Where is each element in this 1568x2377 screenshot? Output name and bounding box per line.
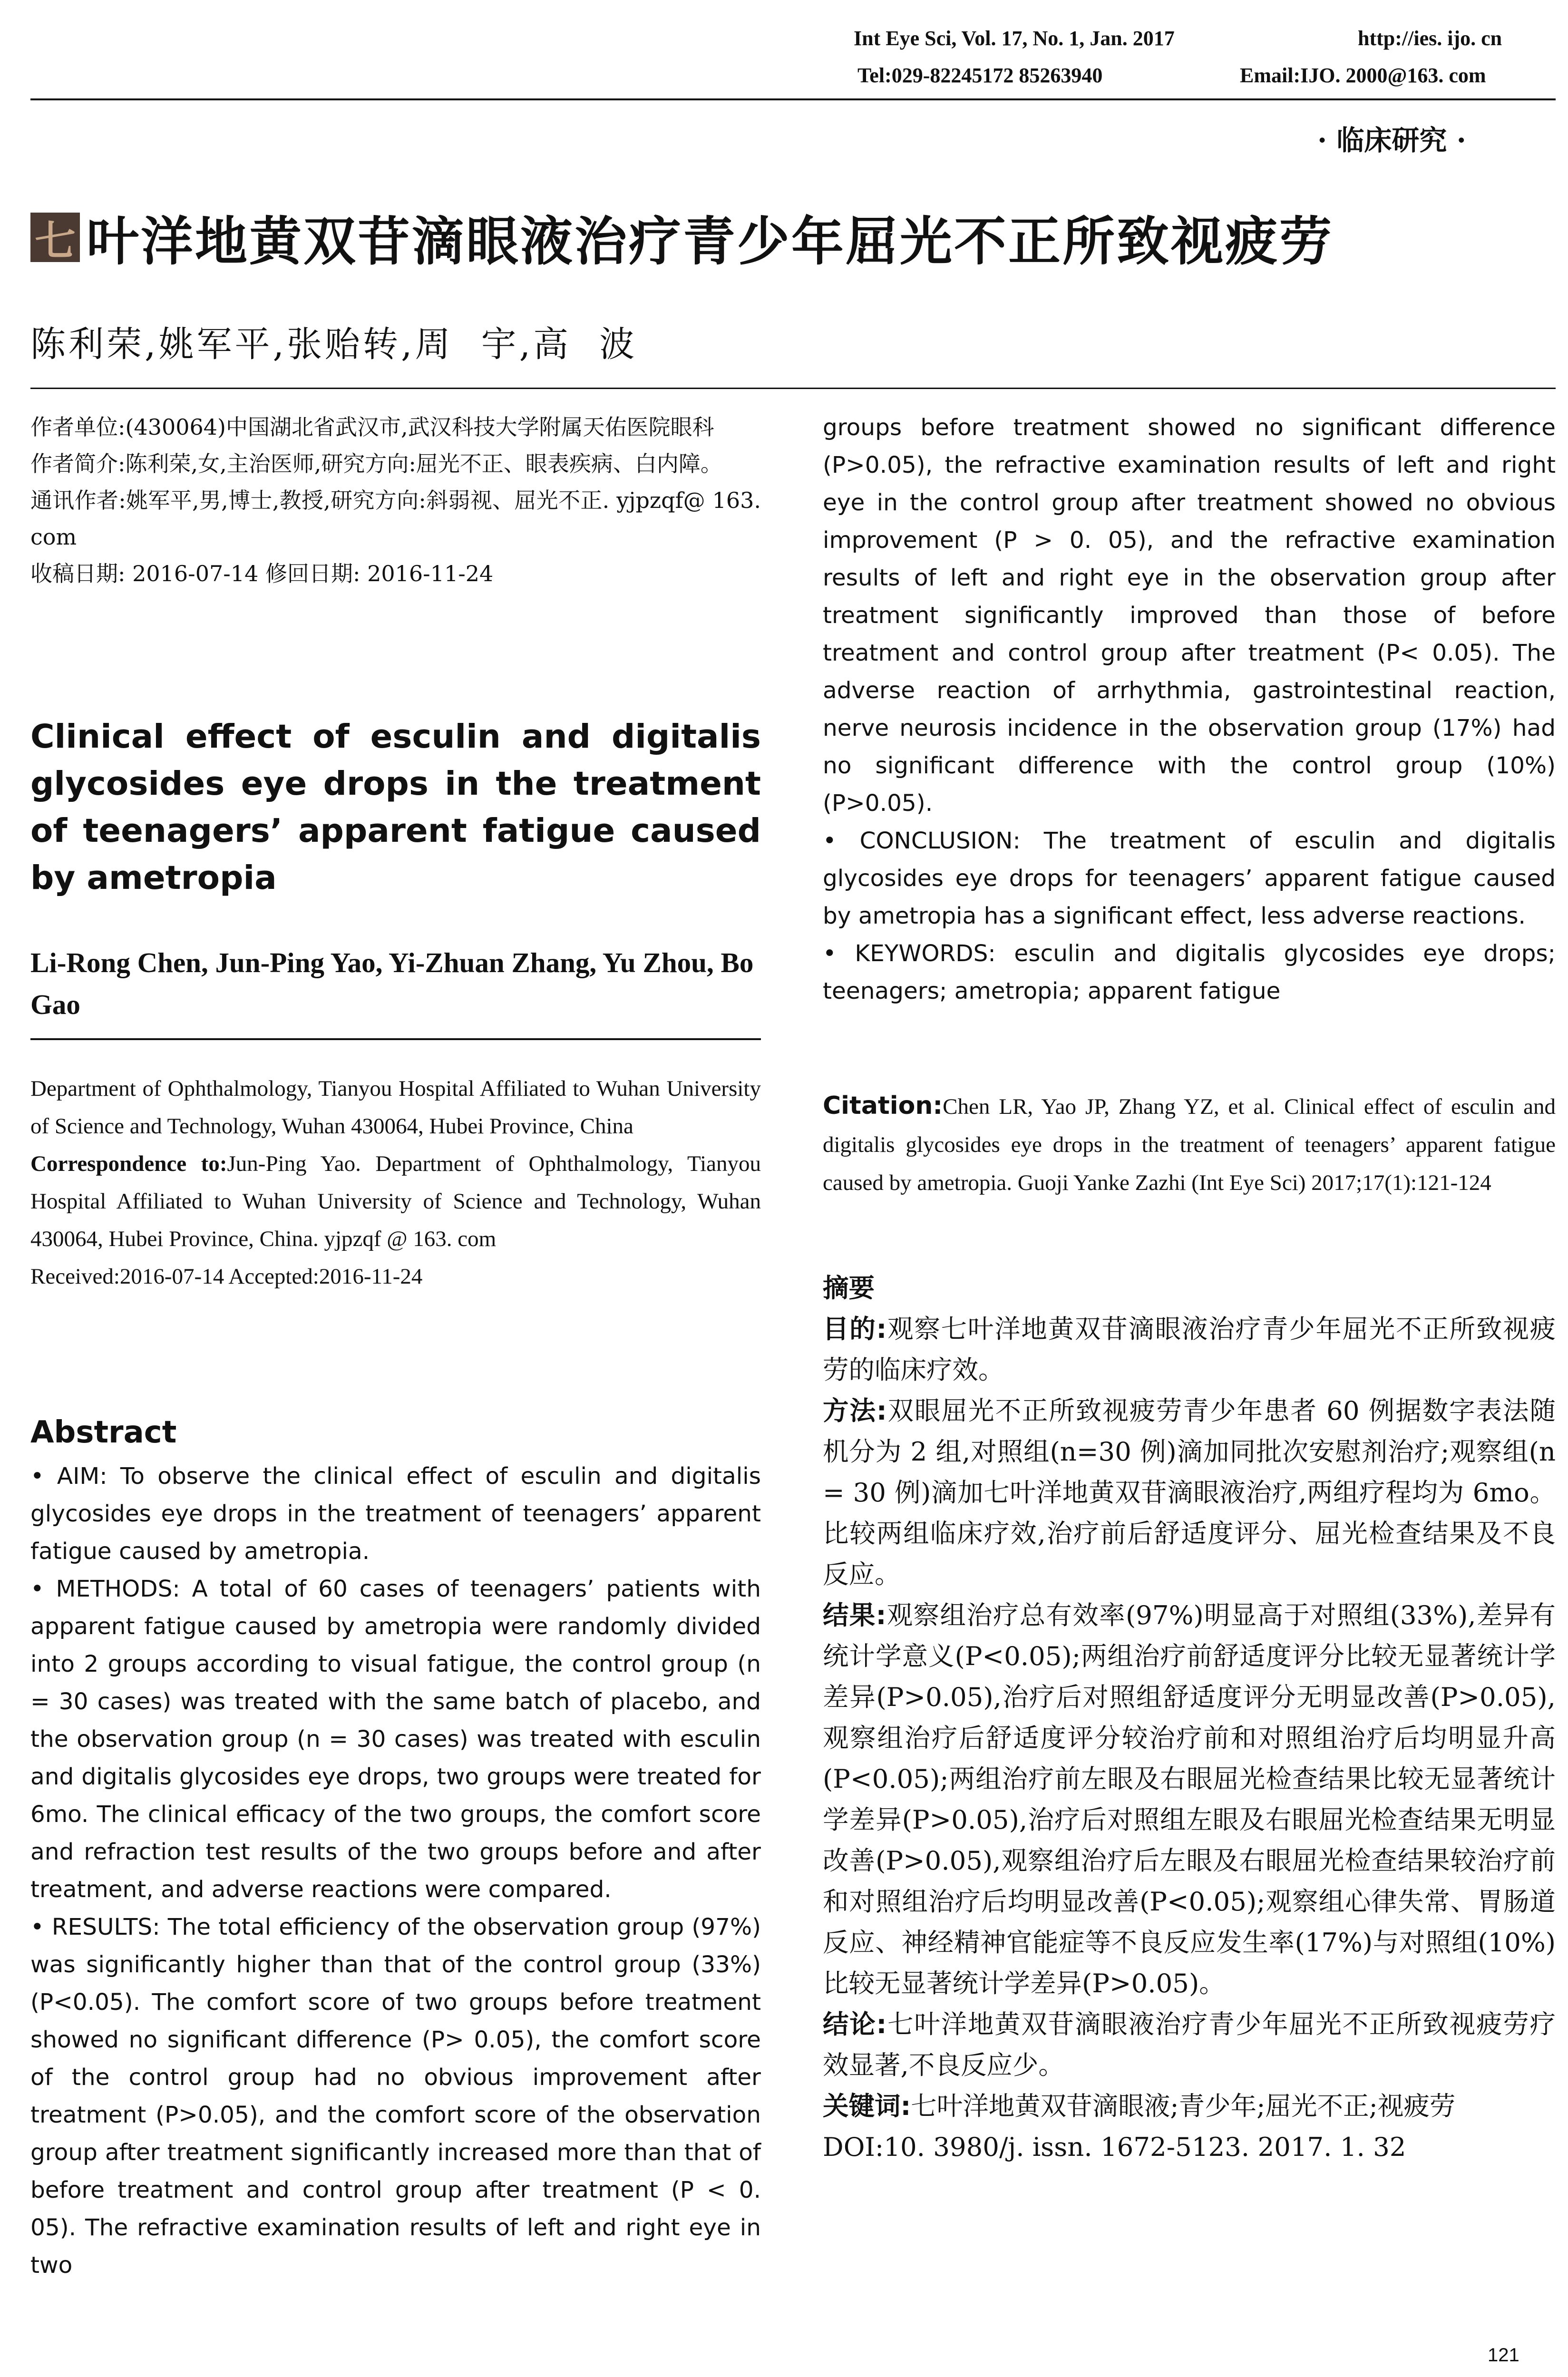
author-unit: 作者单位:(430064)中国湖北省武汉市,武汉科技大学附属天佑医院眼科	[30, 414, 714, 440]
abstract-conclusion: • CONCLUSION: The treatment of esculin and digitalis glycosides eye drops for teenagers’ apparent fatigue caused by ametropia has a significant effect, less adverse reactions.	[823, 828, 1556, 929]
citation-text: Chen LR, Yao JP, Zhang YZ, et al. Clinical effect of esculin and digitalis glycosides eye drops in the treatment of teenagers’ apparent fatigue caused by ametropia. Guoji Yanke Zazhi (Int Eye Sci) 2017;17(1):121-124	[823, 1094, 1556, 1195]
cn-results-text: 观察组治疗总有效率(97%)明显高于对照组(33%),差异有统计学意义(P<0.05);两组治疗前舒适度评分比较无显著统计学差异(P>0.05),治疗后对照组舒适度评分无明显改善(P>0.05),观察组治疗后舒适度评分较治疗前和对照组治疗后均明显升高(P<0.05);两组治疗前左眼及右眼屈光检查结果比较无显著统计学差异(P>0.05),治疗后对照组左眼及右眼屈光检查结果无明显改善(P>0.05),观察组治疗后左眼及右眼屈光检查结果较治疗前和对照组治疗后均明显改善(P<0.05);观察组心律失常、胃肠道反应、神经精神官能症等不良反应发生率(17%)与对照组(10%)比较无显著统计学差异(P>0.05)。	[823, 1600, 1556, 1998]
abstract-aim: • AIM: To observe the clinical effect of esculin and digitalis glycosides eye drops in the treatment of teenagers’ apparent fatigue caused by ametropia.	[30, 1463, 761, 1565]
cn-results	[823, 1595, 1556, 2004]
citation-label: Citation:	[823, 1091, 943, 1120]
journal-phone: Tel:029-82245172 85263940	[857, 64, 1103, 87]
correspondence-text: Jun-Ping Yao. Department of Ophthalmology, Tianyou Hospital Affiliated to Wuhan University of Science and Technology, Wuhan 430064, Hubei Province, China. yjpzqf @ 163. com	[30, 1151, 761, 1251]
citation-block	[823, 1087, 1556, 1202]
cn-methods-text: 双眼屈光不正所致视疲劳青少年患者 60 例据数字表法随机分为 2 组,对照组(n=30 例)滴加同批次安慰剂治疗;观察组(n = 30 例)滴加七叶洋地黄双苷滴眼液治疗,两组疗程均为 6mo。比较两组临床疗效,治疗前后舒适度评分、屈光检查结果及不良反应。	[823, 1395, 1556, 1589]
corresponding-author: 通讯作者:姚军平,男,博士,教授,研究方向:斜弱视、屈光不正. yjpzqf@ 163. com	[30, 487, 761, 550]
abstract-results-cont: groups before treatment showed no significant difference (P>0.05), the refractive examination results of left and right eye in the control group after treatment showed no obvious improvement (P > 0. 05), and the refractive examination results of left and right eye in the observation group after treatment significantly improved than those of before treatment and control group after treatment (P< 0.05). The adverse reaction of arrhythmia, gastrointestinal reaction, nerve neurosis incidence in the observation group (17%) had no significant difference with the control group (10%) (P>0.05).	[823, 414, 1556, 817]
abstract-keywords: • KEYWORDS: esculin and digitalis glycosides eye drops; teenagers; ametropia; apparent fatigue	[823, 940, 1556, 1004]
affiliation-rule	[30, 1038, 761, 1040]
journal-citation-line: Int Eye Sci, Vol. 17, No. 1, Jan. 2017	[854, 27, 1175, 50]
cn-abstract-heading: 摘要	[823, 1273, 875, 1303]
doi[interactable]: DOI:10. 3980/j. issn. 1672-5123. 2017. 1. 32	[823, 2132, 1406, 2162]
cn-keywords-text: 七叶洋地黄双苷滴眼液;青少年;屈光不正;视疲劳	[911, 2091, 1456, 2121]
page-number: 121	[1488, 2345, 1519, 2366]
abstract-methods: • METHODS: A total of 60 cases of teenagers’ patients with apparent fatigue caused by ametropia were randomly divided into 2 groups according to visual fatigue, the control group (n = 30 cases) was treated with the same batch of placebo, and the observation group (n = 30 cases) was treated with esculin and digitalis glycosides eye drops, two groups were treated for 6mo. The clinical efficacy of the two groups, the comfort score and refraction test results of the two groups before and after treatment, and adverse reactions were compared.	[30, 1576, 761, 1903]
cn-conclusion	[823, 2004, 1556, 2085]
received-dates-cn: 收稿日期: 2016-07-14 修回日期: 2016-11-24	[30, 561, 494, 586]
correspondence	[30, 1145, 761, 1258]
journal-url[interactable]: http://ies. ijo. cn	[1358, 27, 1502, 50]
english-title: Clinical effect of esculin and digitalis glycosides eye drops in the treatment of teenagers’ apparent fatigue caused by ametropia	[30, 718, 761, 897]
cn-keywords	[823, 2085, 1556, 2126]
cn-methods	[823, 1390, 1556, 1595]
cn-meta-block	[30, 409, 761, 592]
header-rule	[30, 98, 1556, 100]
cn-conclusion-text: 七叶洋地黄双苷滴眼液治疗青少年屈光不正所致视疲劳疗效显著,不良反应少。	[823, 2009, 1556, 2080]
abstract-heading: Abstract	[30, 1415, 177, 1450]
journal-email[interactable]: Email:IJO. 2000@163. com	[1240, 64, 1486, 87]
cn-results-label: 结果:	[823, 1600, 886, 1630]
received-dates-en: Received:2016-07-14 Accepted:2016-11-24	[30, 1264, 423, 1289]
abstract-left	[30, 1458, 761, 2284]
title-rule	[30, 388, 1556, 389]
cn-aim-text: 观察七叶洋地黄双苷滴眼液治疗青少年屈光不正所致视疲劳的临床疗效。	[823, 1314, 1556, 1385]
cn-methods-label: 方法:	[823, 1395, 887, 1426]
department: Department of Ophthalmology, Tianyou Hospital Affiliated to Wuhan University of Science and Technology, Wuhan 430064, Hubei Province, China	[30, 1076, 761, 1139]
title-badge: 七	[30, 213, 80, 262]
title-text: 叶洋地黄双苷滴眼液治疗青少年屈光不正所致视疲劳	[87, 211, 1334, 272]
affiliation-block	[30, 1070, 761, 1296]
section-tag: · 临床研究 ·	[1317, 124, 1466, 156]
authors-cn: 陈利荣,姚军平,张贻转,周 宇,高 波	[30, 324, 638, 365]
cn-abstract	[823, 1267, 1556, 2167]
cn-aim	[823, 1308, 1556, 1390]
author-bio: 作者简介:陈利荣,女,主治医师,研究方向:屈光不正、眼表疾病、白内障。	[30, 451, 722, 477]
cn-aim-label: 目的:	[823, 1314, 887, 1344]
english-authors: Li-Rong Chen, Jun-Ping Yao, Yi-Zhuan Zhang, Yu Zhou, Bo Gao	[30, 947, 754, 1020]
article-title	[30, 200, 1334, 275]
correspondence-label: Correspondence to:	[30, 1151, 227, 1176]
cn-keywords-label: 关键词:	[823, 2091, 911, 2121]
cn-conclusion-label: 结论:	[823, 2009, 887, 2039]
abstract-results: • RESULTS: The total efficiency of the observation group (97%) was significantly higher than that of the control group (33%) (P<0.05). The comfort score of two groups before treatment showed no significant difference (P> 0.05), the comfort score of the control group had no obvious improvement after treatment (P>0.05), and the comfort score of the observation group after treatment significantly increased more than that of before treatment and control group after treatment (P < 0. 05). The refractive examination results of left and right eye in two	[30, 1914, 761, 2279]
abstract-right	[823, 409, 1556, 1010]
